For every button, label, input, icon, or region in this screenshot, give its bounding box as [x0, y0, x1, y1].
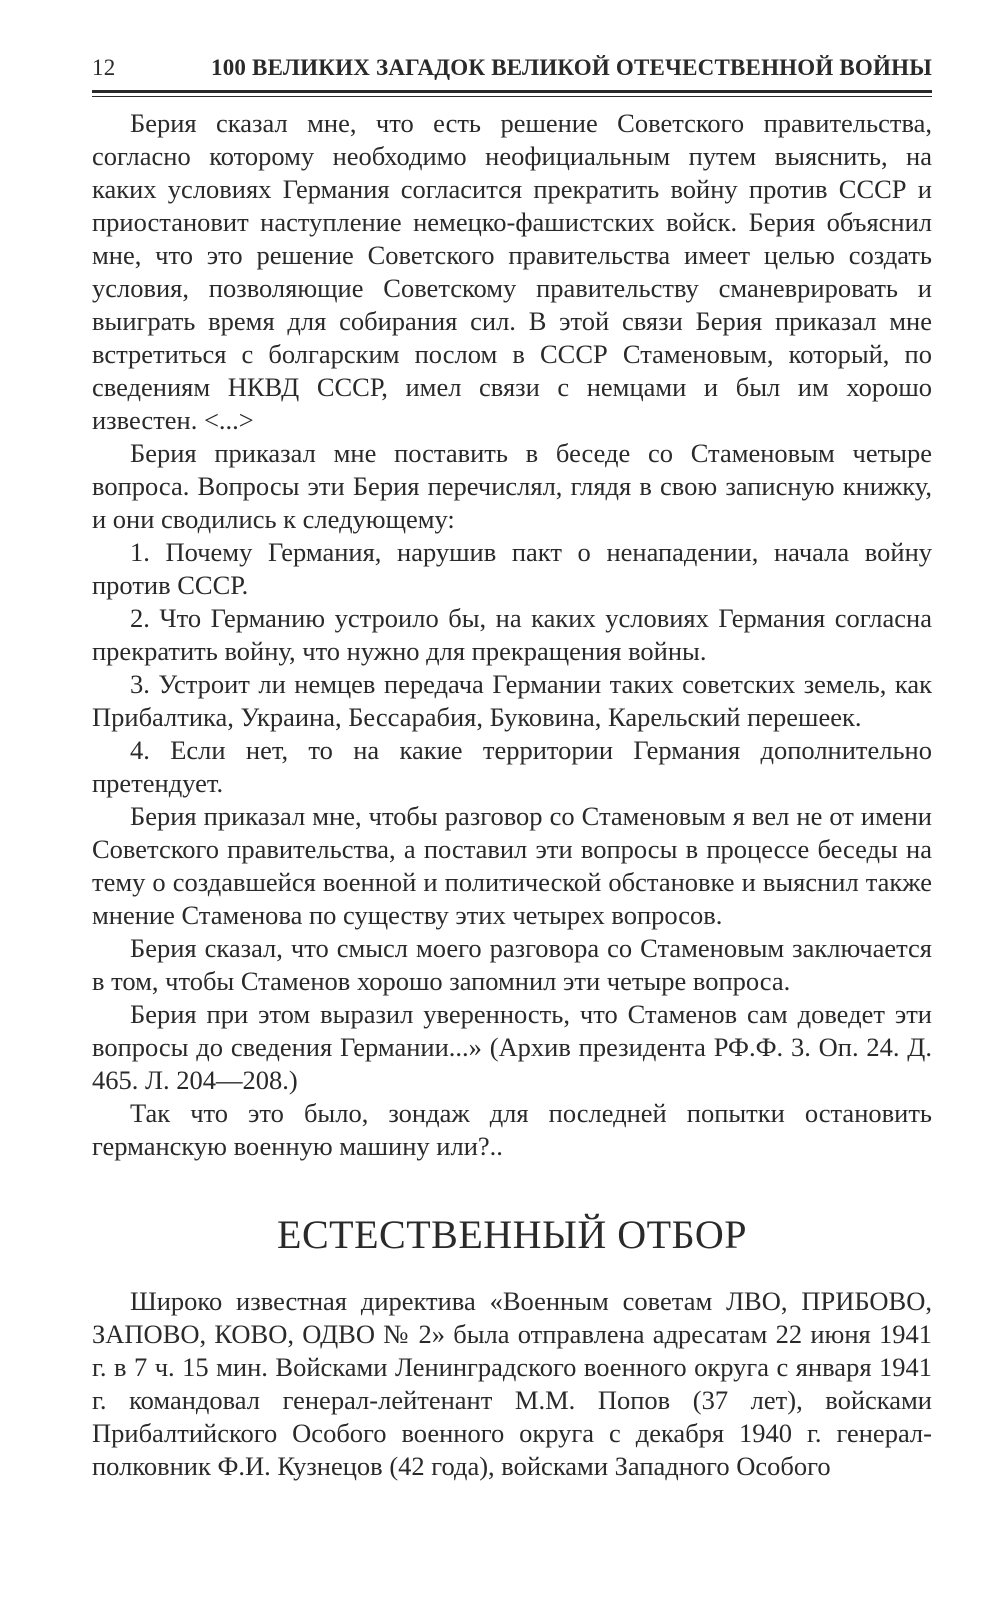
section-heading: ЕСТЕСТВЕННЫЙ ОТБОР: [277, 1212, 747, 1257]
list-item: 4. Если нет, то на какие территории Германия дополнительно претендует.: [92, 735, 932, 798]
running-header: [92, 48, 932, 88]
book-title: 100 ВЕЛИКИХ ЗАГАДОК ВЕЛИКОЙ ОТЕЧЕСТВЕННОЙ ВОЙНЫ: [211, 55, 932, 80]
list-item: 1. Почему Германия, нарушив пакт о ненападении, начала войну против СССР.: [92, 537, 932, 600]
header-rule-thick: [92, 90, 932, 93]
paragraph: Так что это было, зондаж для последней попытки остановить германскую военную машину или?..: [92, 1098, 932, 1161]
list-item: 3. Устроит ли немцев передача Германии таких советских земель, как Прибалтика, Украина, Бессарабия, Буковина, Карельский перешеек.: [92, 669, 932, 732]
main-text: [92, 107, 932, 1483]
header-rule-thin: [92, 96, 932, 97]
paragraph: Берия приказал мне, чтобы разговор со Стаменовым я вел не от имени Советского правительства, а поставил эти вопросы в процессе беседы на тему о создавшейся военной и политической обстановке и выяснил также мнение Стаменова по существу этих четырех вопросов.: [92, 801, 932, 930]
paragraph: Берия сказал мне, что есть решение Советского правительства, согласно которому необходимо неофициальным путем выяснить, на каких условиях Германия согласится прекратить войну против СССР и приостановит наступление немецко-фашистских войск. Берия объяснил мне, что это решение Советского правительства имеет целью создать условия, позволяющие Советскому правительству сманеврировать и выиграть время для собирания сил. В этой связи Берия приказал мне встретиться с болгарским послом в СССР Стаменовым, который, по сведениям НКВД СССР, имел связи с немцами и был им хорошо известен. <...>: [92, 108, 932, 435]
page-number: 12: [92, 55, 116, 80]
paragraph: Широко известная директива «Военным советам ЛВО, ПРИБОВО, ЗАПОВО, КОВО, ОДВО № 2» была отправлена адресатам 22 июня 1941 г. в 7 ч. 15 мин. Войсками Ленинградского военного округа с января 1941 г. командовал генерал-лейтенант М.М. Попов (37 лет), войсками Прибалтийского Особого военного округа с декабря 1940 г. генерал-полковник Ф.И. Кузнецов (42 года), войсками Западного Особого: [92, 1286, 932, 1481]
book-page: [92, 48, 932, 1483]
paragraph: Берия сказал, что смысл моего разговора со Стаменовым заключается в том, чтобы Стаменов хорошо запомнил эти четыре вопроса.: [92, 933, 932, 996]
paragraph: Берия приказал мне поставить в беседе со Стаменовым четыре вопроса. Вопросы эти Берия перечислял, глядя в свою записную книжку, и они сводились к следующему:: [92, 438, 932, 534]
list-item: 2. Что Германию устроило бы, на каких условиях Германия согласна прекратить войну, что нужно для прекращения войны.: [92, 603, 932, 666]
paragraph: Берия при этом выразил уверенность, что Стаменов сам доведет эти вопросы до сведения Германии...» (Архив президента РФ.Ф. 3. Оп. 24. Д. 465. Л. 204—208.): [92, 999, 932, 1095]
